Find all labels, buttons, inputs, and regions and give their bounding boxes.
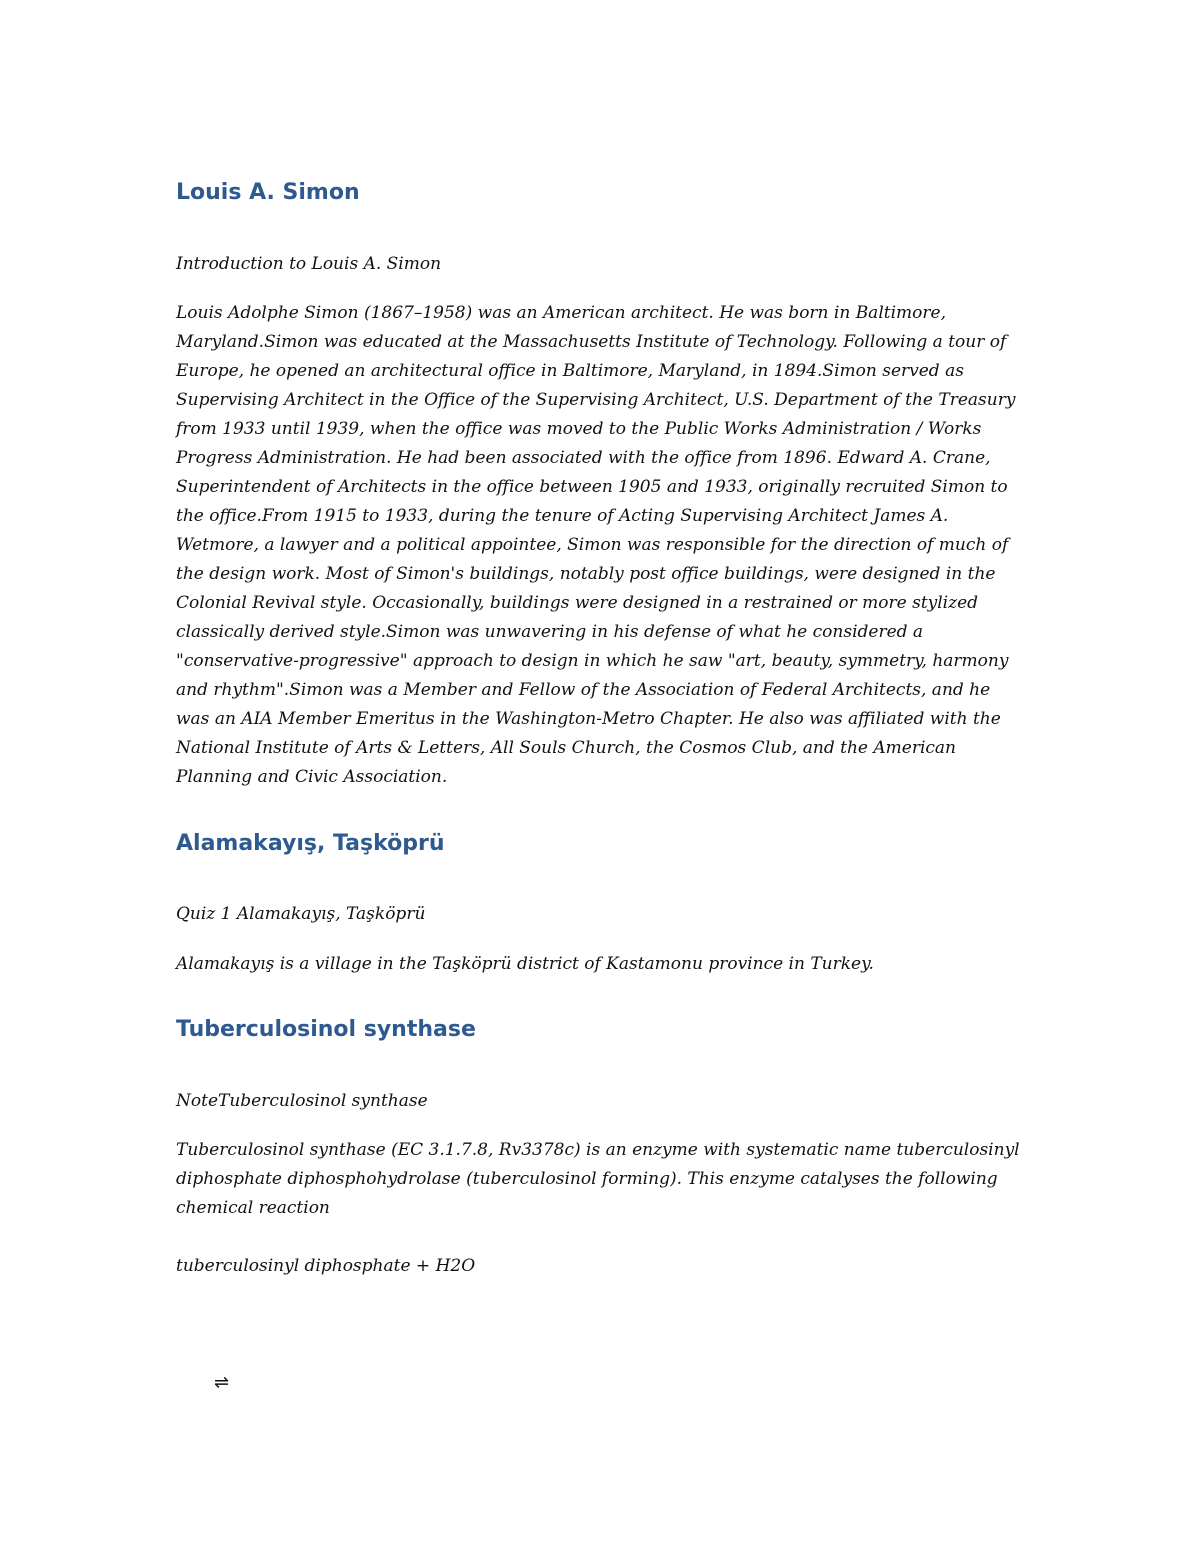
section-heading-alamakayis: Alamakayış, Taşköprü [176,831,445,856]
reaction-equation: tuberculosinyl diphosphate + H2O [176,1256,476,1276]
equilibrium-arrow-icon: ⇌ [214,1372,230,1393]
section-heading-louis-simon: Louis A. Simon [176,180,360,205]
section-subtitle-alamakayis: Quiz 1 Alamakayış, Taşköprü [176,904,426,924]
section-body-alamakayis: Alamakayış is a village in the Taşköprü district of Kastamonu province in Turkey. [176,954,874,974]
section-subtitle-louis-simon: Introduction to Louis A. Simon [176,254,442,274]
section-heading-tuberculosinol-synthase: Tuberculosinol synthase [176,1017,476,1042]
section-subtitle-tuberculosinol-synthase: NoteTuberculosinol synthase [176,1091,428,1111]
section-body-louis-simon: Louis Adolphe Simon (1867–1958) was an American architect. He was born in Baltimore, Maryland.Simon was educated at the Massachusetts Institute of Technology. Following a tour of Europe, he opened an architectural office in Baltimore, Maryland, in 1894.Simon served as Supervising Architect in the Office of the Supervising Architect, U.S. Department of the Treasury from 1933 until 1939, when the office was moved to the Public Works Administration / Works Progress Administration. He had been associated with the office from 1896. Edward A. Crane, Superintendent of Architects in the office between 1905 and 1933, originally recruited Simon to the office.From 1915 to 1933, during the tenure of Acting Supervising Architect James A. Wetmore, a lawyer and a political appointee, Simon was responsible for the direction of much of the design work. Most of Simon's buildings, notably post office buildings, were designed in the Colonial Revival style. Occasionally, buildings were designed in a restrained or more stylized classically derived style.Simon was unwavering in his defense of what he considered a "conservative-progressive" approach to design in which he saw "art, beauty, symmetry, harmony and rhythm".Simon was a Member and Fellow of the Association of Federal Architects, and he was an AIA Member Emeritus in the Washington-Metro Chapter. He also was affiliated with the National Institute of Arts & Letters, All Souls Church, the Cosmos Club, and the American Planning and Civic Association. [176,303,1016,787]
section-body-tuberculosinol-synthase: Tuberculosinol synthase (EC 3.1.7.8, Rv3378c) is an enzyme with systematic name tuberculosinyl diphosphate diphosphohydrolase (tuberculosinol forming). This enzyme catalyses the following chemical reaction [176,1140,1020,1218]
